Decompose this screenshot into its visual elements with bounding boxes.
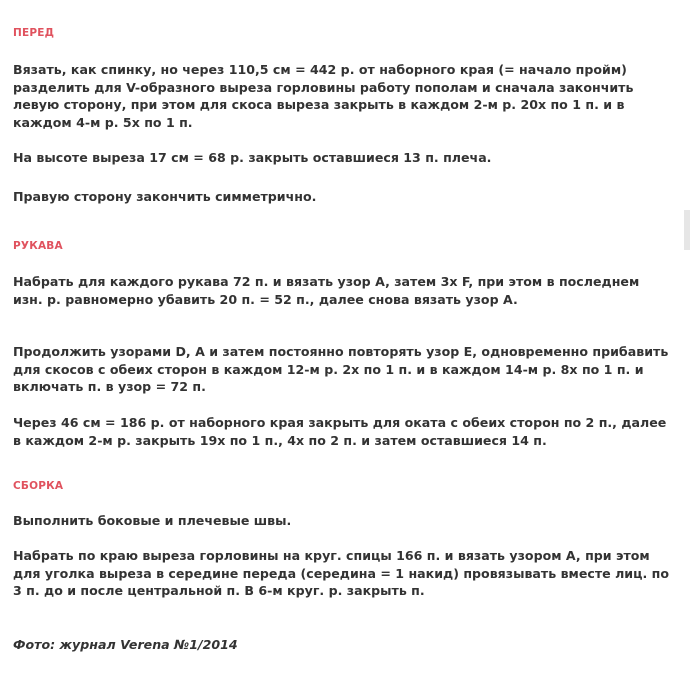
front-paragraph-2: На высоте выреза 17 см = 68 р. закрыть оставшиеся 13 п. плеча. [13, 150, 492, 165]
sleeves-paragraph-2: Продолжить узорами D, A и затем постоянно повторять узор E, одновременно прибавить для скосов с обеих сторон в каждом 12-м р. 2х по 1 п. и в каждом 14-м р. 8х по 1 п. и включать п. в узор = 72 п. [13, 344, 669, 394]
page-edge-shadow [684, 210, 690, 250]
front-paragraph-3: Правую сторону закончить симметрично. [13, 189, 317, 204]
sleeves-paragraph-3: Через 46 см = 186 р. от наборного края закрыть для оката с обеих сторон по 2 п., далее в каждом 2-м р. закрыть 19х по 1 п., 4х по 2 п. и затем оставшиеся 14 п. [13, 415, 667, 448]
sleeves-paragraph-1: Набрать для каждого рукава 72 п. и вязать узор A, затем 3х F, при этом в последнем изн. р. равномерно убавить 20 п. = 52 п., далее снова вязать узор A. [13, 274, 640, 307]
photo-credit: Фото: журнал Verena №1/2014 [13, 637, 238, 652]
section-title-sleeves: РУКАВА [13, 240, 63, 252]
assembly-paragraph-1: Выполнить боковые и плечевые швы. [13, 513, 292, 528]
front-paragraph-1: Вязать, как спинку, но через 110,5 см = 442 р. от наборного края (= начало пройм) разделить для V-образного выреза горловины работу пополам и сначала закончить левую сторону, при этом для скоса выреза закрыть в каждом 2-м р. 20х по 1 п. и в каждом 4-м р. 5х по 1 п. [13, 62, 634, 130]
section-title-assembly: СБОРКА [13, 480, 64, 492]
section-title-front: ПЕРЕД [13, 27, 55, 39]
assembly-paragraph-2: Набрать по краю выреза горловины на круг. спицы 166 п. и вязать узором A, при этом для уголка выреза в середине переда (середина = 1 накид) провязывать вместе лиц. по 3 п. до и после центральной п. В 6-м круг. р. закрыть п. [13, 548, 669, 598]
